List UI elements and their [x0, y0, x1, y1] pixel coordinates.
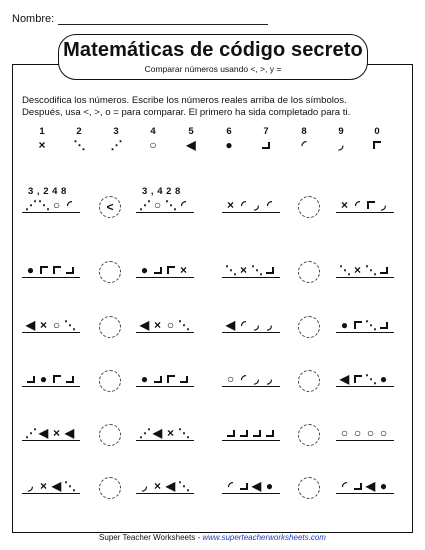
left-triangle-icon: ◀	[152, 426, 163, 440]
left-answer-blank[interactable]	[222, 414, 282, 426]
compare-circle[interactable]	[298, 196, 320, 218]
corner-bottom-right-icon	[264, 263, 275, 277]
corner-top-left-icon	[352, 372, 363, 386]
key-digit: 7	[263, 126, 269, 137]
arc-bottom-right-icon: ◞	[28, 479, 33, 493]
x-mark-icon: ×	[340, 198, 348, 212]
triple-slash-icon: ⋱	[178, 426, 190, 440]
right-code-symbols	[336, 479, 396, 493]
key-item-4	[141, 126, 165, 152]
corner-bottom-right-icon	[378, 318, 389, 332]
arc-top-left-icon: ◜	[301, 138, 307, 152]
compare-circle[interactable]	[298, 316, 320, 338]
filled-circle-icon: ●	[140, 372, 149, 386]
left-triangle-icon: ◀	[186, 138, 196, 152]
circle-icon: ○	[379, 426, 388, 440]
arc-bottom-right-icon: ◞	[142, 479, 147, 493]
right-number	[336, 251, 396, 278]
problem-4-2	[0, 360, 425, 390]
key-symbol	[30, 138, 54, 152]
arc-top-left-icon: ◜	[241, 198, 246, 212]
left-answer-blank[interactable]	[222, 360, 282, 372]
slanted-v-icon: ⋰	[25, 426, 37, 440]
arc-bottom-right-icon: ◞	[254, 198, 259, 212]
filled-circle-icon: ●	[265, 479, 274, 493]
compare-circle[interactable]	[298, 261, 320, 283]
answer-underline	[336, 493, 394, 494]
left-triangle-icon: ◀	[51, 479, 62, 493]
x-mark-icon: ×	[39, 479, 47, 493]
arc-top-left-icon: ◜	[267, 198, 272, 212]
key-item-9	[329, 126, 353, 152]
left-triangle-icon: ◀	[339, 372, 350, 386]
left-number	[222, 414, 282, 441]
left-code-symbols	[222, 372, 282, 386]
instructions-line-1: Descodifica los números. Escribe los números reales arriba de los símbolos.	[22, 95, 347, 106]
page-subtitle: Comparar números usando <, >, y =	[144, 64, 282, 74]
compare-circle[interactable]	[298, 477, 320, 499]
arc-top-left-icon: ◜	[241, 372, 246, 386]
key-item-7	[254, 126, 278, 152]
x-mark-icon: ×	[38, 138, 46, 152]
key-symbol	[67, 138, 91, 152]
filled-circle-icon: ●	[140, 263, 149, 277]
triple-slash-icon: ⋱	[38, 198, 50, 212]
right-code-symbols	[336, 263, 396, 277]
key-symbol	[329, 138, 353, 152]
key-symbol	[292, 138, 316, 152]
arc-bottom-right-icon: ◞	[381, 198, 386, 212]
left-triangle-icon: ◀	[38, 426, 49, 440]
left-number	[222, 467, 282, 494]
left-answer-blank[interactable]: 3 , 2 4 8	[28, 186, 67, 197]
slanted-v-icon: ⋰	[25, 198, 37, 212]
arc-bottom-right-icon: ◞	[338, 138, 344, 152]
slanted-v-icon: ⋰	[139, 198, 151, 212]
problem-5-2	[0, 414, 425, 444]
name-row	[12, 13, 268, 25]
left-code-symbols	[222, 479, 282, 493]
left-code-symbols	[222, 198, 282, 212]
triple-slash-icon: ⋱	[64, 479, 76, 493]
slanted-v-icon: ⋰	[139, 426, 151, 440]
problem-6-2	[0, 467, 425, 497]
answer-underline	[222, 493, 280, 494]
instructions	[22, 95, 407, 119]
circle-icon: ○	[52, 198, 61, 212]
key-digit: 8	[301, 126, 307, 137]
triple-slash-icon: ⋱	[365, 372, 377, 386]
circle-icon: ○	[340, 426, 349, 440]
footer-link[interactable]: www.superteacherworksheets.com	[202, 533, 326, 542]
filled-circle-icon: ●	[379, 372, 388, 386]
instructions-line-2: Después, usa <, >, o = para comparar. El primero ha sida completado para ti.	[22, 107, 351, 118]
problem-2-2	[0, 251, 425, 281]
triple-slash-icon: ⋱	[178, 318, 190, 332]
left-triangle-icon: ◀	[225, 318, 236, 332]
slanted-v-icon: ⋰	[110, 138, 123, 152]
arc-top-left-icon: ◜	[355, 198, 360, 212]
title-box	[58, 34, 368, 80]
left-code-symbols	[222, 426, 282, 440]
key-item-5	[179, 126, 203, 152]
key-digit: 3	[113, 126, 119, 137]
left-triangle-icon: ◀	[165, 479, 176, 493]
right-answer-blank[interactable]	[336, 251, 396, 263]
footer	[0, 533, 425, 542]
corner-bottom-right-icon	[261, 138, 272, 152]
footer-text: Super Teacher Worksheets -	[99, 533, 203, 542]
right-number	[336, 186, 396, 213]
arc-bottom-right-icon: ◞	[267, 372, 272, 386]
filled-circle-icon: ●	[26, 263, 35, 277]
left-number	[222, 306, 282, 333]
right-answer-blank[interactable]	[336, 186, 396, 198]
circle-icon: ○	[52, 318, 61, 332]
right-number	[336, 467, 396, 494]
corner-top-left-icon	[365, 198, 376, 212]
problem-1-2	[0, 186, 425, 216]
key-digit: 0	[374, 126, 380, 137]
right-number	[336, 360, 396, 387]
right-code-symbols	[336, 426, 396, 440]
answer-underline	[222, 386, 280, 387]
key-symbol	[365, 138, 389, 152]
arc-top-left-icon: ◜	[228, 479, 233, 493]
key-item-8	[292, 126, 316, 152]
triple-slash-icon: ⋱	[64, 318, 76, 332]
key-digit: 1	[39, 126, 45, 137]
filled-circle-icon: ●	[225, 138, 233, 152]
left-number	[222, 251, 282, 278]
left-triangle-icon: ◀	[251, 479, 262, 493]
x-mark-icon: ×	[353, 263, 361, 277]
right-answer-blank[interactable]: 3 , 4 2 8	[142, 186, 181, 197]
compare-circle[interactable]: <	[99, 196, 121, 218]
x-mark-icon: ×	[239, 263, 247, 277]
answer-underline	[222, 440, 280, 441]
arc-bottom-right-icon: ◞	[254, 318, 259, 332]
left-triangle-icon: ◀	[365, 479, 376, 493]
arc-top-left-icon: ◜	[181, 198, 186, 212]
key-item-0	[365, 126, 389, 152]
triple-slash-icon: ⋱	[251, 263, 263, 277]
answer-underline	[222, 277, 280, 278]
key-digit: 2	[76, 126, 82, 137]
key-symbol	[104, 138, 128, 152]
right-code-symbols	[336, 318, 396, 332]
left-answer-blank[interactable]	[222, 251, 282, 263]
answer-underline	[336, 440, 394, 441]
x-mark-icon: ×	[179, 263, 187, 277]
left-triangle-icon: ◀	[25, 318, 36, 332]
key-symbol	[141, 138, 165, 152]
right-code-symbols	[336, 198, 396, 212]
key-item-3	[104, 126, 128, 152]
key-symbol	[179, 138, 203, 152]
problem-3-2	[0, 306, 425, 336]
answer-underline	[336, 212, 394, 213]
circle-icon: ○	[366, 426, 375, 440]
corner-bottom-right-icon	[238, 479, 249, 493]
left-number	[222, 360, 282, 387]
x-mark-icon: ×	[39, 318, 47, 332]
left-triangle-icon: ◀	[139, 318, 150, 332]
right-answer-blank[interactable]	[336, 467, 396, 479]
x-mark-icon: ×	[52, 426, 60, 440]
triple-slash-icon: ⋱	[165, 198, 177, 212]
left-answer-blank[interactable]	[222, 186, 282, 198]
circle-icon: ○	[153, 198, 162, 212]
page-title: Matemáticas de código secreto	[63, 39, 363, 61]
left-triangle-icon: ◀	[64, 426, 75, 440]
right-answer-blank[interactable]	[336, 360, 396, 372]
right-answer-blank[interactable]	[336, 306, 396, 318]
key-digit: 4	[150, 126, 156, 137]
right-answer-blank[interactable]	[336, 414, 396, 426]
left-code-symbols	[222, 318, 282, 332]
left-answer-blank[interactable]	[222, 306, 282, 318]
circle-icon: ○	[149, 138, 157, 152]
x-mark-icon: ×	[153, 318, 161, 332]
arc-bottom-right-icon: ◞	[267, 318, 272, 332]
arc-top-left-icon: ◜	[67, 198, 72, 212]
triple-slash-icon: ⋱	[225, 263, 237, 277]
corner-bottom-right-icon	[264, 426, 275, 440]
x-mark-icon: ×	[226, 198, 234, 212]
key-symbol	[254, 138, 278, 152]
triple-slash-icon: ⋱	[365, 263, 377, 277]
key-symbol	[217, 138, 241, 152]
filled-circle-icon: ●	[39, 372, 48, 386]
name-label: Nombre:	[12, 13, 55, 25]
triple-slash-icon: ⋱	[339, 263, 351, 277]
circle-icon: ○	[166, 318, 175, 332]
filled-circle-icon: ●	[340, 318, 349, 332]
triple-slash-icon: ⋱	[73, 138, 86, 152]
answer-underline	[336, 386, 394, 387]
right-number	[336, 414, 396, 441]
left-code-symbols	[222, 263, 282, 277]
name-blank[interactable]	[58, 14, 268, 25]
filled-circle-icon: ●	[379, 479, 388, 493]
compare-circle[interactable]	[298, 424, 320, 446]
key-item-2	[67, 126, 91, 152]
corner-bottom-right-icon	[238, 426, 249, 440]
triple-slash-icon: ⋱	[178, 479, 190, 493]
arc-top-left-icon: ◜	[241, 318, 246, 332]
right-number	[336, 306, 396, 333]
corner-top-left-icon	[372, 138, 383, 152]
compare-circle[interactable]	[298, 370, 320, 392]
triple-slash-icon: ⋱	[365, 318, 377, 332]
answer-underline	[336, 332, 394, 333]
left-answer-blank[interactable]	[222, 467, 282, 479]
corner-bottom-right-icon	[225, 426, 236, 440]
left-number	[222, 186, 282, 213]
key-digit: 6	[226, 126, 232, 137]
circle-icon: ○	[226, 372, 235, 386]
corner-bottom-right-icon	[352, 479, 363, 493]
key-digit: 9	[338, 126, 344, 137]
circle-icon: ○	[353, 426, 362, 440]
arc-bottom-right-icon: ◞	[254, 372, 259, 386]
x-mark-icon: ×	[166, 426, 174, 440]
key-item-1	[30, 126, 54, 152]
corner-bottom-right-icon	[251, 426, 262, 440]
key-digit: 5	[188, 126, 194, 137]
corner-top-left-icon	[352, 318, 363, 332]
x-mark-icon: ×	[153, 479, 161, 493]
corner-bottom-right-icon	[378, 263, 389, 277]
answer-underline	[222, 212, 280, 213]
arc-top-left-icon: ◜	[342, 479, 347, 493]
right-code-symbols	[336, 372, 396, 386]
key-item-6	[217, 126, 241, 152]
answer-underline	[336, 277, 394, 278]
answer-underline	[222, 332, 280, 333]
